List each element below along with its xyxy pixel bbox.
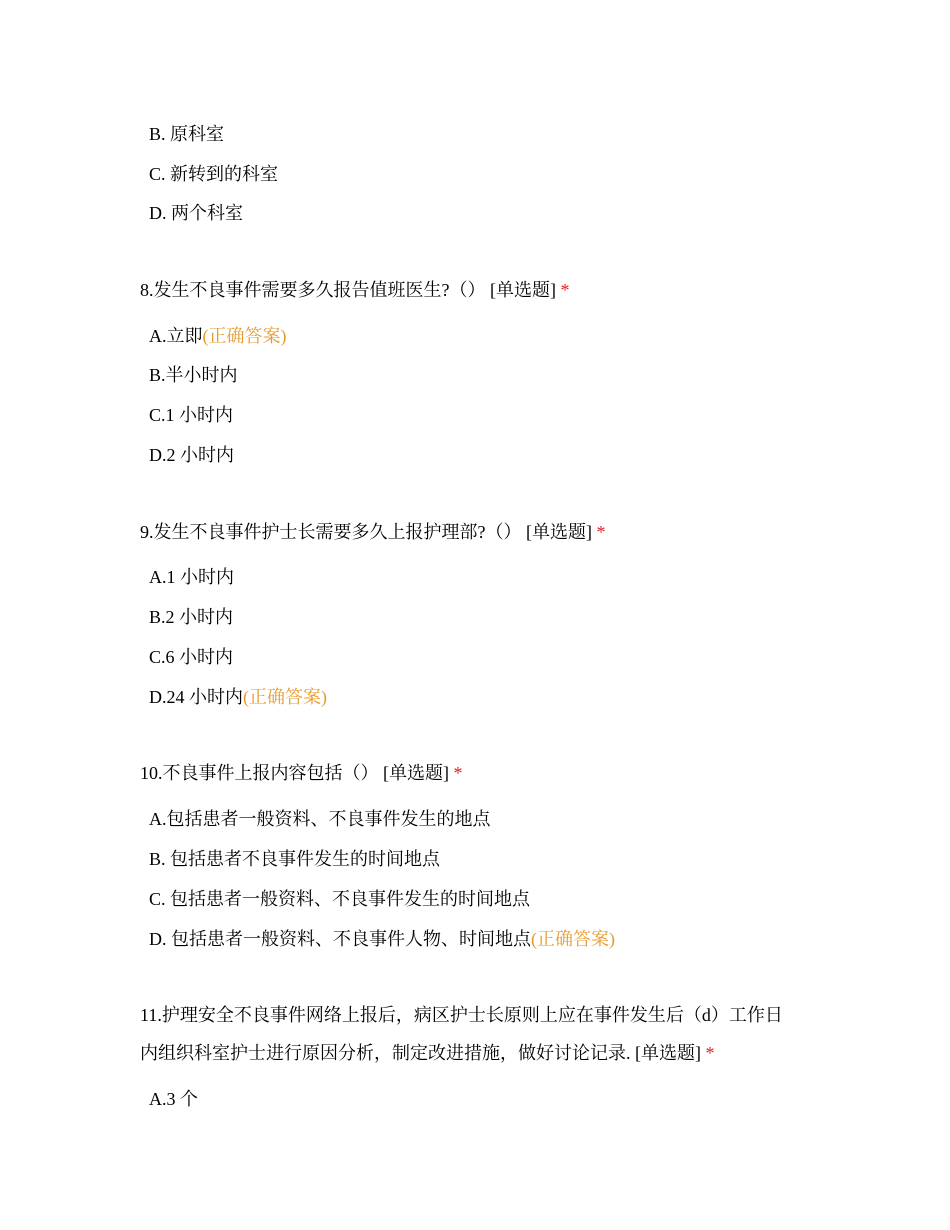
question-text: 9.发生不良事件护士长需要多久上报护理部?（） [140,522,522,542]
question-type: [单选题] [383,763,449,783]
option-text: B. 原科室 [149,124,225,144]
q11-option-a[interactable] [149,1087,198,1111]
option-text: C.6 小时内 [149,647,234,667]
question-10-title [140,761,463,785]
option-text: B.半小时内 [149,365,238,385]
option-text: D. 包括患者一般资料、不良事件人物、时间地点 [149,929,531,949]
question-type: [单选题] [635,1043,701,1063]
required-mark: * [596,522,606,542]
question-type: [单选题] [526,522,592,542]
question-text: 10.不良事件上报内容包括（） [140,763,379,783]
q8-option-a[interactable] [149,324,287,348]
question-11-title-line1 [140,1003,783,1027]
q8-option-d[interactable] [149,443,234,467]
option-text: D. 两个科室 [149,203,243,223]
question-8-title [140,278,570,302]
option-text: C. 包括患者一般资料、不良事件发生的时间地点 [149,889,531,909]
question-text: 11.护理安全不良事件网络上报后，病区护士长原则上应在事件发生后（d）工作日 [140,1005,783,1025]
q8-option-c[interactable] [149,403,233,427]
correct-answer-tag: (正确答案) [202,326,287,346]
question-type: [单选题] [490,280,556,300]
option-text: B.2 小时内 [149,607,234,627]
q9-option-d[interactable] [149,685,327,709]
question-11-title-line2 [140,1041,715,1065]
option-text: A.包括患者一般资料、不良事件发生的地点 [149,809,491,829]
option-text: D.24 小时内 [149,687,243,707]
q9-option-c[interactable] [149,645,233,669]
question-9-title [140,520,606,544]
option-text: A.3 个 [149,1089,198,1109]
option-text: C. 新转到的科室 [149,164,279,184]
option-text: A.1 小时内 [149,567,234,587]
q9-option-b[interactable] [149,605,233,629]
option-c[interactable] [149,162,278,186]
q10-option-a[interactable] [149,807,491,831]
required-mark: * [453,763,463,783]
q10-option-d[interactable] [149,927,615,951]
required-mark: * [705,1043,715,1063]
option-text: A.立即 [149,326,203,346]
option-text: C.1 小时内 [149,405,234,425]
question-text: 内组织科室护士进行原因分析，制定改进措施，做好讨论记录. [140,1043,631,1063]
required-mark: * [560,280,570,300]
question-text: 8.发生不良事件需要多久报告值班医生?（） [140,280,486,300]
q10-option-b[interactable] [149,847,440,871]
correct-answer-tag: (正确答案) [531,929,615,949]
option-text: D.2 小时内 [149,445,234,465]
option-text: B. 包括患者不良事件发生的时间地点 [149,849,441,869]
correct-answer-tag: (正确答案) [243,687,327,707]
q8-option-b[interactable] [149,363,238,387]
q9-option-a[interactable] [149,565,234,589]
option-b[interactable] [149,122,224,146]
q10-option-c[interactable] [149,887,530,911]
option-d[interactable] [149,201,243,225]
